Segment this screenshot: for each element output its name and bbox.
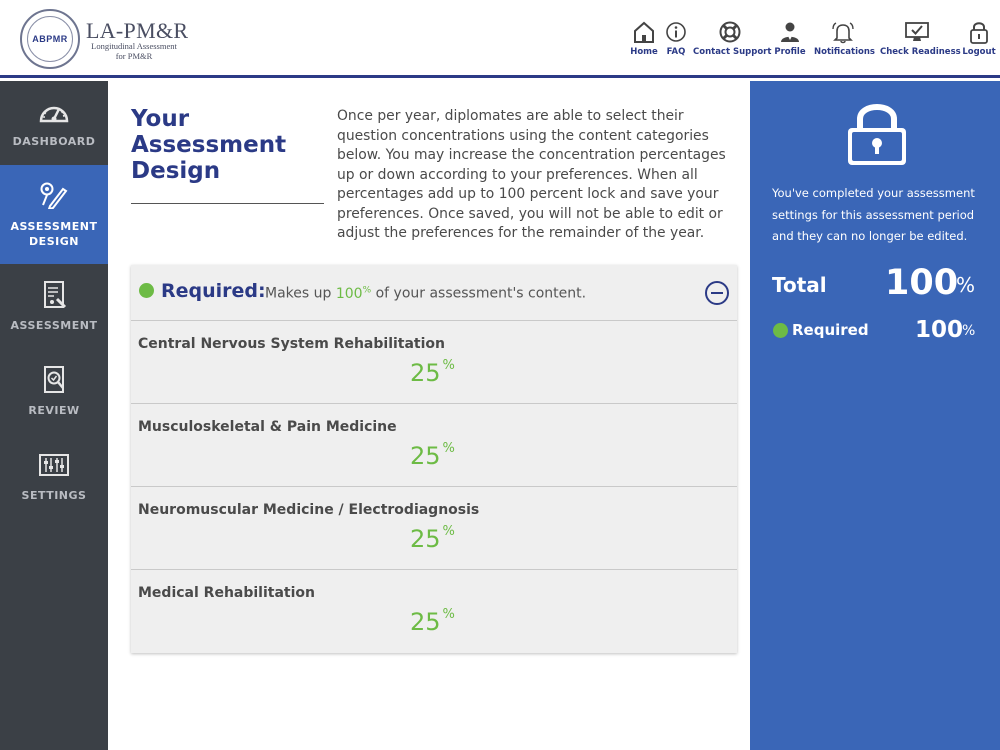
- category-name: Medical Rehabilitation: [138, 585, 315, 601]
- nav-notifications[interactable]: [814, 20, 875, 60]
- abpmr-seal-logo: [20, 9, 80, 69]
- required-desc-number: 100: [335, 285, 363, 302]
- category-percentage: [410, 608, 455, 636]
- nav-contact-support[interactable]: [693, 20, 772, 60]
- required-desc-suffix: of your assessment's content.: [375, 285, 587, 302]
- nav-notifications-label: Notifications: [814, 47, 875, 57]
- nav-check-readiness[interactable]: [880, 20, 961, 60]
- review-icon: [38, 366, 70, 394]
- required-summary-label: Required: [792, 321, 869, 339]
- category-percentage: [410, 525, 455, 553]
- required-label: Required:: [161, 280, 266, 302]
- category-row: [131, 404, 737, 487]
- category-row: [131, 487, 737, 570]
- required-panel: [131, 265, 737, 653]
- design-tools-icon: [38, 181, 70, 209]
- category-row: [131, 321, 737, 404]
- required-summary-value: 100: [915, 317, 964, 343]
- category-unit: %: [442, 358, 455, 373]
- nav-profile-label: Profile: [774, 47, 806, 57]
- sidebar-item-assessment-design[interactable]: [0, 165, 108, 264]
- category-value: 25: [410, 442, 441, 470]
- page-title-line2: Assessment: [131, 132, 287, 158]
- sidebar-item-settings-label: SETTINGS: [21, 489, 87, 502]
- intro-text: Once per year, diplomates are able to select their question concentrations using the content categories below. You may increase the concentration percentages up or down according to your preferences. When all percentages add up to 100 percent lock and save your preferences. Once saved, you will not be able to edit or adjust the preferences for the remainder of the year.: [337, 108, 726, 241]
- required-header: [131, 265, 737, 321]
- nav-home[interactable]: [629, 20, 659, 60]
- page-title-line3: Design: [131, 158, 221, 184]
- sidebar-item-assessment-design-label: [0, 219, 108, 249]
- title-divider: [131, 203, 324, 204]
- clipboard-icon: [38, 281, 70, 309]
- sliders-icon: [38, 451, 70, 479]
- sidebar: [0, 81, 108, 750]
- required-status-dot: [139, 283, 154, 298]
- page-title-line1: Your: [131, 106, 190, 132]
- sidebar-item-review[interactable]: [0, 364, 108, 448]
- total-label: Total: [772, 273, 827, 297]
- app-title: LA-PM&R: [86, 18, 189, 43]
- category-unit: %: [442, 607, 455, 622]
- app-subtitle-line2: for PM&R: [115, 51, 153, 61]
- sidebar-item-settings[interactable]: [0, 449, 108, 533]
- locked-message: You've completed your assessment settings for this assessment period and they can no longer be edited.: [772, 186, 975, 243]
- info-icon: [664, 20, 688, 44]
- gauge-icon: [38, 97, 70, 125]
- sidebar-item-review-label: REVIEW: [28, 404, 80, 417]
- monitor-check-icon: [904, 20, 930, 44]
- total-unit: %: [956, 273, 976, 297]
- app-subtitle: [88, 41, 180, 61]
- total-value: 100: [885, 263, 959, 303]
- sidebar-item-assessment-design-label-line1: ASSESSMENT: [10, 220, 98, 233]
- app-subtitle-line1: Longitudinal Assessment: [91, 41, 177, 51]
- category-percentage: [410, 359, 455, 387]
- category-row: [131, 570, 737, 653]
- nav-faq-label: FAQ: [666, 47, 686, 57]
- nav-logout[interactable]: [962, 20, 996, 60]
- nav-contact-support-label: Contact Support: [693, 47, 772, 57]
- nav-logout-label: Logout: [962, 47, 996, 57]
- required-desc-unit: %: [362, 285, 372, 295]
- required-summary-unit: %: [962, 323, 976, 339]
- padlock-icon: [968, 20, 990, 44]
- sidebar-item-assessment[interactable]: [0, 279, 108, 363]
- page-title: [131, 106, 321, 184]
- nav-faq[interactable]: [664, 20, 688, 60]
- lifebuoy-icon: [718, 20, 742, 44]
- sidebar-item-assessment-label: ASSESSMENT: [10, 319, 98, 332]
- sidebar-item-assessment-design-label-line2: DESIGN: [29, 235, 79, 248]
- category-value: 25: [410, 359, 441, 387]
- nav-profile[interactable]: [774, 20, 806, 60]
- locked-padlock-icon: [845, 99, 909, 167]
- required-desc-prefix: Makes up: [265, 285, 332, 302]
- user-icon: [778, 20, 802, 44]
- seal-text: ABPMR: [32, 34, 68, 44]
- summary-panel: [750, 81, 1000, 750]
- top-header: [0, 0, 1000, 78]
- category-name: Central Nervous System Rehabilitation: [138, 336, 446, 352]
- category-name: Neuromuscular Medicine / Electrodiagnosis: [138, 502, 480, 518]
- category-unit: %: [442, 524, 455, 539]
- sidebar-item-dashboard[interactable]: [0, 81, 108, 165]
- category-value: 25: [410, 525, 441, 553]
- required-desc-value: [336, 286, 371, 302]
- home-icon: [632, 20, 656, 44]
- category-percentage: [410, 442, 455, 470]
- category-name: Musculoskeletal & Pain Medicine: [138, 419, 397, 435]
- required-description: [265, 285, 586, 302]
- category-value: 25: [410, 608, 441, 636]
- sidebar-item-dashboard-label: DASHBOARD: [12, 135, 96, 148]
- bell-icon: [831, 20, 855, 44]
- category-unit: %: [442, 441, 455, 456]
- nav-home-label: Home: [630, 47, 658, 57]
- collapse-button[interactable]: [705, 281, 729, 305]
- required-summary-dot: [773, 323, 788, 338]
- nav-check-readiness-label: Check Readiness: [880, 47, 961, 57]
